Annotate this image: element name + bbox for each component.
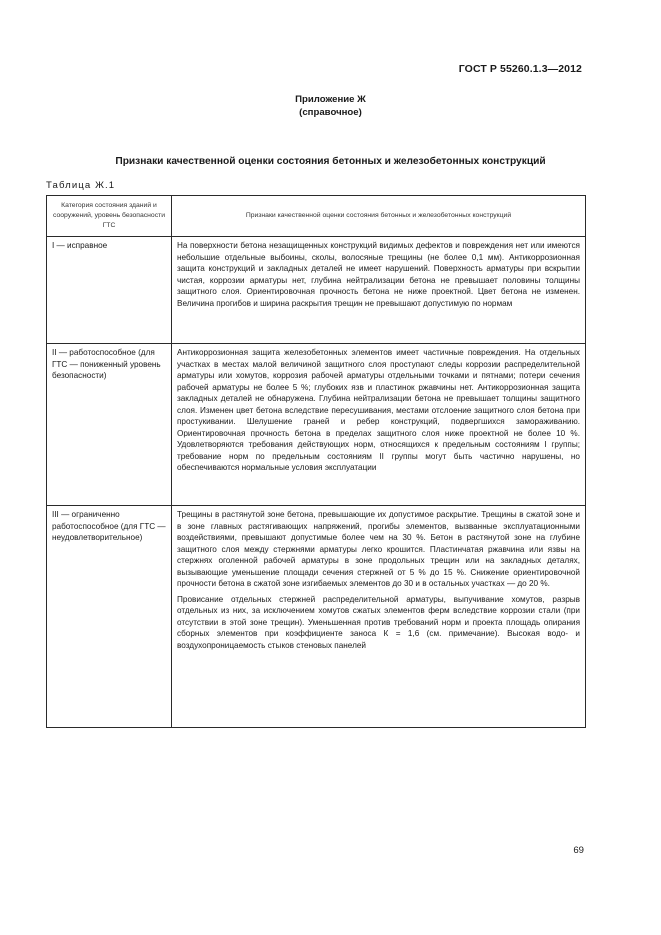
signs-paragraph: Трещины в растянутой зоне бетона, превышающие их допустимое раскрытие. Трещины в сжатой зоне и в зоне главных растягивающих напряжений, прогибы элементов, вызванные эксплуатационными воздействиями, превышают допустимые более чем на 30 %. Бетон в растянутой зоне на глубине защитного слоя между стержнями арматуры легко крошится. Пластинчатая ржавчина или язвы на стержнях оголенной рабочей арматуры в зоне продольных трещин или на закладных деталях, вызывающие уменьшение площади сечения стержней от 5 % до 15 %. Снижение ориентировочной прочности бетона в сжатой зоне изгибаемых элементов до 30 и в остальных участках — до 20 %. xyxy=(177,510,580,588)
category-cell: II — работоспособное (для ГТС — пониженный уровень безопасности) xyxy=(47,344,172,506)
appendix-subtitle: (справочное) xyxy=(299,107,362,118)
category-cell: III — ограниченно работоспособное (для ГТС — неудовлетворительное) xyxy=(47,506,172,728)
header-category: Категория состояния зданий и сооружений, уровень безопасности ГТС xyxy=(47,196,172,237)
signs-paragraph: Антикоррозионная защита железобетонных элементов имеет частичные повреждения. На отдельных участках в местах малой величиной защитного слоя проступают следы коррозии распределительной арматуры или хомутов, коррозия рабочей арматуры отдельными точками и пятнами; потери сечения рабочей арматуры не более 5 %; глубоких язв и пластинок ржавчины нет. Антикоррозионная защита закладных деталей не обнаружена. Глубина нейтрализации бетона не превышает толщины защитного слоя. Изменен цвет бетона вследствие пересушивания, местами отслоение защитного слоя бетона при простукивании. Шелушение граней и ребер конструкций, подвергшихся замораживанию. Ориентировочная прочность бетона в пределах защитного слоя ниже проектной не более 10 %. Удовлетворяются требования действующих норм, относящихся к предельным состояниям I группы; требование норм по предельным состояниям II группы могут быть частично нарушены, но обеспечиваются нормальные условия эксплуатации xyxy=(177,348,580,472)
table-row xyxy=(47,237,586,344)
signs-cell xyxy=(172,344,586,506)
signs-paragraph: На поверхности бетона незащищенных конструкций видимых дефектов и повреждения нет или имеются небольшие отдельные выбоины, сколы, волосяные трещины (не более 0,1 мм). Антикоррозионная защита конструкций и закладных деталей не имеет нарушений. Поверхность арматуры при вскрытии чистая, коррозии арматуры нет, глубина нейтрализации бетона не превышает половины толщины защитного слоя. Ориентировочная прочность бетона не ниже проектной. Цвет бетона не изменен. Величина прогибов и ширина раскрытия трещин не превышают допустимую по нормам xyxy=(177,241,580,308)
appendix-heading xyxy=(0,93,661,119)
signs-cell xyxy=(172,506,586,728)
signs-cell xyxy=(172,237,586,344)
document-code: ГОСТ Р 55260.1.3—2012 xyxy=(458,63,582,75)
signs-paragraph: Провисание отдельных стержней распределительной арматуры, выпучивание хомутов, разрыв отдельных из них, за исключением хомутов сжатых элементов ферм вследствие коррозии стали (при отсутствии в этой зоне трещин). Уменьшенная против требований норм и проекта площадь опирания сборных элементов при коэффициенте заноса К = 1,6 (см. примечание). Высокая водо- и воздухопроницаемость стыков стеновых панелей xyxy=(177,594,580,650)
page-number: 69 xyxy=(573,845,584,856)
table-row xyxy=(47,344,586,506)
table-header-row xyxy=(47,196,586,237)
table-caption: Таблица Ж.1 xyxy=(46,180,116,191)
condition-table xyxy=(46,195,586,728)
appendix-title: Приложение Ж xyxy=(295,94,366,105)
header-signs: Признаки качественной оценки состояния бетонных и железобетонных конструкций xyxy=(172,196,586,237)
category-cell: I — исправное xyxy=(47,237,172,344)
table-row xyxy=(47,506,586,728)
page-title: Признаки качественной оценки состояния бетонных и железобетонных конструкций xyxy=(115,156,546,167)
